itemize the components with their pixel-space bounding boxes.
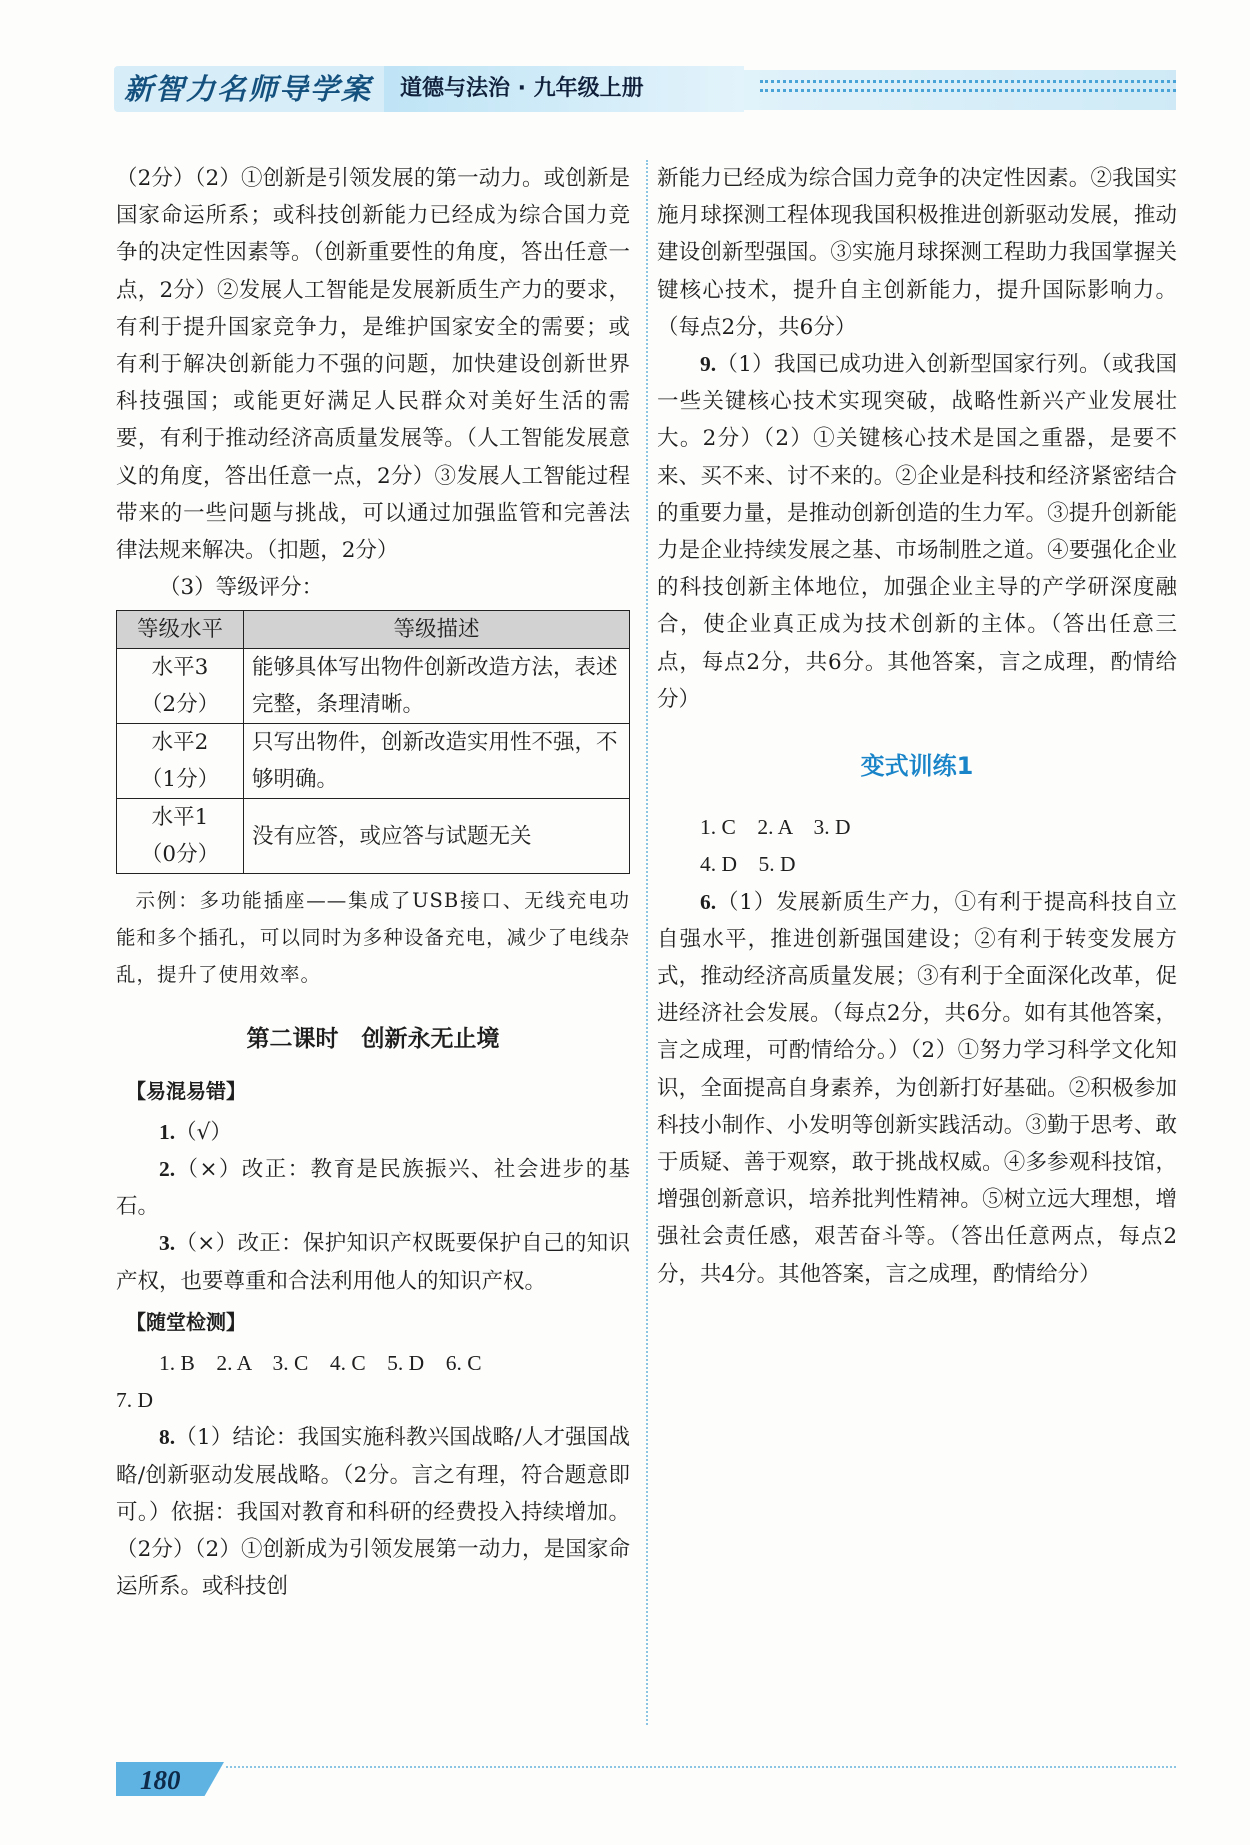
desc-cell: 没有应答，或应答与试题无关 <box>244 799 630 874</box>
level-cell <box>117 649 244 724</box>
answer-item <box>116 1419 630 1605</box>
level-label: 水平3 <box>151 655 209 681</box>
table-header-row <box>117 611 630 649</box>
section-title-variant: 变式训练1 <box>860 752 974 781</box>
item-number: 3. <box>159 1231 176 1256</box>
column-divider <box>646 160 648 1725</box>
choice-answers: 1. C 2. A 3. D <box>700 815 851 840</box>
answer-continuation: 新能力已经成为综合国力竞争的决定性因素。②我国实施月球探测工程体现我国积极推进创新驱动发展，推动建设创新型强国。③实施月球探测工程助力我国掌握关键核心技术，提升自主创新能力，提升国际影响力。（每点2分，共6分） <box>657 166 1177 340</box>
lesson-title: 第二课时 创新永无止境 <box>246 1026 500 1053</box>
answer-item <box>657 346 1177 718</box>
choice-answers: 1. B 2. A 3. C 4. C 5. D 6. C <box>159 1351 482 1376</box>
answer-continuation: （2分）（2）①创新是引领发展的第一动力。或创新是国家命运所系；或科技创新能力已经成为综合国力竞争的决定性因素等。（创新重要性的角度，答出任意一点，2分）②发展人工智能是发展新质生产力的要求，有利于提升国家竞争力，是维护国家安全的需要；或有利于解决创新能力不强的问题，加快建设创新世界科技强国；或能更好满足人民群众对美好生活的需要，有利于推动经济高质量发展等。（人工智能发展意义的角度，答出任意一点，2分）③发展人工智能过程带来的一些问题与挑战，可以通过加强监管和完善法律法规来解决。（扣题，2分） <box>116 166 630 564</box>
table-row <box>117 649 630 724</box>
item-number: 6. <box>700 889 717 914</box>
grading-intro: （3）等级评分： <box>159 575 324 601</box>
right-column <box>657 160 1177 1293</box>
item-text: （√） <box>175 1119 232 1145</box>
footer-dotted-rule <box>226 1766 1176 1768</box>
choice-answers: 4. D 5. D <box>700 852 796 877</box>
level-label: 水平1 <box>151 805 209 831</box>
answer-item <box>116 1151 630 1225</box>
header-dotted-rule <box>760 80 1176 92</box>
item-text: （×）改正：教育是民族振兴、社会进步的基石。 <box>116 1157 630 1220</box>
item-number: 9. <box>700 352 717 377</box>
item-text: （1）我国已成功进入创新型国家行列。（或我国一些关键核心技术实现突破，战略性新兴产业发展壮大。2分）（2）①关键核心技术是国之重器，是要不来、买不来、讨不来的。②企业是科技和经济紧密结合的重要力量，是推动创新创造的生力军。③提升创新能力是企业持续发展之基、市场制胜之道。④要强化企业的科技创新主体地位，加强企业主导的产学研深度融合，使企业真正成为技术创新的主体。（答出任意三点，每点2分，共6分。其他答案，言之成理，酌情给分） <box>657 352 1177 712</box>
level-cell <box>117 799 244 874</box>
item-number: 8. <box>159 1425 176 1450</box>
item-text: （1）发展新质生产力，①有利于提高科技自立自强水平，推进创新强国建设；②有利于转变发展方式，推动经济高质量发展；③有利于全面深化改革，促进经济社会发展。（每点2分，共6分。如有其他答案，言之成理，可酌情给分。）（2）①努力学习科学文化知识，全面提高自身素养，为创新打好基础。②积极参加科技小制作、小发明等创新实践活动。③勤于思考、敢于质疑、善于观察，敢于挑战权威。④多参观科技馆，增强创新意识，培养批判性精神。⑤树立远大理想，增强社会责任感，艰苦奋斗等。（答出任意两点，每点2分，共4分。其他答案，言之成理，酌情给分） <box>657 889 1177 1287</box>
left-column <box>116 160 630 1605</box>
example-text: 示例：多功能插座——集成了USB接口、无线充电功能和多个插孔，可以同时为多种设备充电，减少了电线杂乱，提升了使用效率。 <box>116 889 630 987</box>
item-text: （1）结论：我国实施科教兴国战略/人才强国战略/创新驱动发展战略。（2分。言之有理，符合题意即可。）依据：我国对教育和科研的经费投入持续增加。（2分）（2）①创新成为引领发展第一动力，是国家命运所系。或科技创 <box>116 1425 630 1600</box>
level-label: 水平2 <box>151 730 209 756</box>
answer-item <box>116 1225 630 1299</box>
table-row <box>117 799 630 874</box>
item-text: （×）改正：保护知识产权既要保护自己的知识产权，也要尊重和合法利用他人的知识产权。 <box>116 1231 630 1294</box>
item-number: 2. <box>159 1157 176 1182</box>
page-number: 180 <box>140 1765 181 1795</box>
section-heading-mistakes: 【易混易错】 <box>126 1078 246 1103</box>
series-logo: 新智力名师导学案 <box>114 66 384 112</box>
level-score: （1分） <box>140 767 220 793</box>
table-header-desc: 等级描述 <box>244 611 630 649</box>
answer-item <box>657 884 1177 1293</box>
desc-cell: 只写出物件，创新改造实用性不强，不够明确。 <box>244 724 630 799</box>
grading-table <box>116 610 630 874</box>
level-score: （0分） <box>140 842 220 868</box>
table-row <box>117 724 630 799</box>
choice-answers: 7. D <box>116 1388 154 1413</box>
table-header-level: 等级水平 <box>117 611 244 649</box>
level-cell <box>117 724 244 799</box>
item-number: 1. <box>159 1119 176 1144</box>
level-score: （2分） <box>140 692 220 718</box>
subject-title: 道德与法治 · 九年级上册 <box>384 66 744 112</box>
desc-cell: 能够具体写出物件创新改造方法，表述完整，条理清晰。 <box>244 649 630 724</box>
section-heading-quiz: 【随堂检测】 <box>126 1309 246 1334</box>
answer-item <box>116 1114 630 1151</box>
